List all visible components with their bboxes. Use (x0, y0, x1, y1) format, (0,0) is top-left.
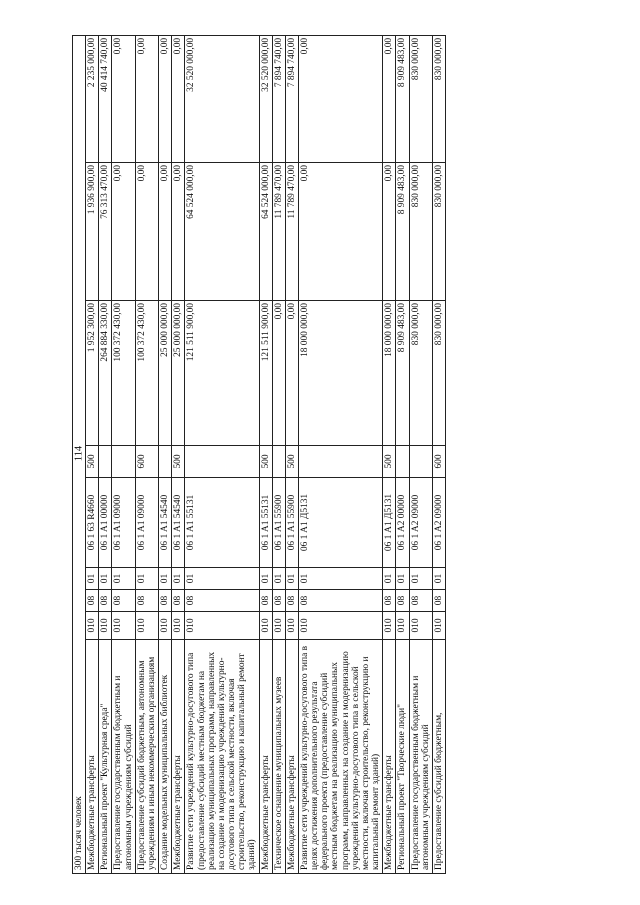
section-code: 08 (159, 590, 172, 612)
section-code: 08 (112, 590, 135, 612)
section-code: 08 (86, 590, 99, 612)
amount-year-3: 0,00 (135, 35, 158, 162)
target-article-code: 06 1 A1 09000 (135, 478, 158, 568)
subsection-code: 01 (396, 568, 409, 590)
amount-year-3: 0,00 (112, 35, 135, 162)
table-row (159, 35, 172, 873)
table-row (86, 35, 99, 873)
amount-year-2: 0,00 (159, 163, 172, 301)
budget-table (72, 35, 446, 874)
row-name: Межбюджетные трансферты (86, 640, 99, 874)
ministry-code: 010 (135, 612, 158, 640)
section-code: 08 (409, 590, 432, 612)
amount-year-3: 0,00 (383, 35, 396, 162)
expense-type-code: 500 (86, 446, 99, 478)
amount-year-1: 18 000 000,00 (383, 301, 396, 446)
target-article-code: 06 1 A1 55131 (185, 478, 259, 568)
amount-year-2: 11 789 470,00 (285, 163, 298, 301)
subsection-code: 01 (135, 568, 158, 590)
expense-type-code (159, 446, 172, 478)
row-name: Развитие сети учреждений культурно-досугового типа (предоставление субсидий местным бюджетам на реализацию муниципальных программ, направленных на создание и модернизацию учреждений культурно-досугового типа в сельской местности, включая строительство, реконструкцию и капитальный ремонт зданий) (185, 640, 259, 874)
continued-row-text: 300 тысяч человек (73, 35, 86, 873)
ministry-code: 010 (172, 612, 185, 640)
amount-year-3: 0,00 (172, 35, 185, 162)
amount-year-1: 121 511 900,00 (185, 301, 259, 446)
row-name: Межбюджетные трансферты (285, 640, 298, 874)
ministry-code: 010 (272, 612, 285, 640)
expense-type-code (409, 446, 432, 478)
section-code: 08 (285, 590, 298, 612)
row-name: Региональный проект "Творческие люди" (396, 640, 409, 874)
table-row (259, 35, 272, 873)
amount-year-2: 830 000,00 (432, 163, 445, 301)
section-code: 08 (298, 590, 382, 612)
expense-type-code (298, 446, 382, 478)
amount-year-3: 40 414 740,00 (99, 35, 112, 162)
table-row (172, 35, 185, 873)
expense-type-code: 600 (432, 446, 445, 478)
amount-year-2: 8 909 483,00 (396, 163, 409, 301)
target-article-code: 06 1 A1 Д5131 (298, 478, 382, 568)
subsection-code: 01 (259, 568, 272, 590)
subsection-code: 01 (432, 568, 445, 590)
table-row (432, 35, 445, 873)
subsection-code: 01 (86, 568, 99, 590)
subsection-code: 01 (285, 568, 298, 590)
amount-year-1: 264 884 330,00 (99, 301, 112, 446)
ministry-code: 010 (185, 612, 259, 640)
amount-year-1: 18 000 000,00 (298, 301, 382, 446)
expense-type-code: 500 (172, 446, 185, 478)
ministry-code: 010 (259, 612, 272, 640)
amount-year-3: 8 909 483,00 (396, 35, 409, 162)
target-article-code: 06 1 A1 Д5131 (383, 478, 396, 568)
section-code: 08 (99, 590, 112, 612)
page-number: 114 (73, 445, 85, 462)
target-article-code: 06 1 A1 54540 (159, 478, 172, 568)
table-row (185, 35, 259, 873)
subsection-code: 01 (172, 568, 185, 590)
subsection-code: 01 (298, 568, 382, 590)
amount-year-3: 2 235 000,00 (86, 35, 99, 162)
section-code: 08 (396, 590, 409, 612)
amount-year-3: 830 000,00 (409, 35, 432, 162)
table-row (383, 35, 396, 873)
row-name: Предоставление государственным бюджетным и автономным учреждениям субсидий (112, 640, 135, 874)
subsection-code: 01 (409, 568, 432, 590)
amount-year-1: 8 909 483,00 (396, 301, 409, 446)
expense-type-code (99, 446, 112, 478)
table-row (73, 35, 86, 873)
table-row (272, 35, 285, 873)
ministry-code: 010 (285, 612, 298, 640)
amount-year-2: 830 000,00 (409, 163, 432, 301)
amount-year-2: 0,00 (135, 163, 158, 301)
ministry-code: 010 (396, 612, 409, 640)
ministry-code: 010 (432, 612, 445, 640)
amount-year-1: 25 000 000,00 (159, 301, 172, 446)
amount-year-2: 0,00 (112, 163, 135, 301)
subsection-code: 01 (112, 568, 135, 590)
target-article-code: 06 1 63 R4660 (86, 478, 99, 568)
amount-year-3: 7 894 740,00 (285, 35, 298, 162)
ministry-code: 010 (86, 612, 99, 640)
section-code: 08 (135, 590, 158, 612)
expense-type-code: 600 (135, 446, 158, 478)
section-code: 08 (185, 590, 259, 612)
ministry-code: 010 (159, 612, 172, 640)
amount-year-3: 830 000,00 (432, 35, 445, 162)
amount-year-2: 0,00 (172, 163, 185, 301)
target-article-code: 06 1 A1 55900 (285, 478, 298, 568)
expense-type-code (272, 446, 285, 478)
expense-type-code: 500 (285, 446, 298, 478)
subsection-code: 01 (383, 568, 396, 590)
target-article-code: 06 1 A1 55900 (272, 478, 285, 568)
expense-type-code: 500 (259, 446, 272, 478)
ministry-code: 010 (298, 612, 382, 640)
target-article-code: 06 1 A1 55131 (259, 478, 272, 568)
amount-year-1: 100 372 430,00 (135, 301, 158, 446)
ministry-code: 010 (99, 612, 112, 640)
row-name: Развитие сети учреждений культурно-досугового типа в целях достижения дополнительного результата федерального проекта (предоставление субсидий местным бюджетам на реализацию муниципальных программ, направленных на создание и модернизацию учреждений культурно-досугового типа в сельской местности, включая строительство, реконструкцию и капитальный ремонт зданий) (298, 640, 382, 874)
target-article-code: 06 1 A1 54540 (172, 478, 185, 568)
amount-year-3: 7 894 740,00 (272, 35, 285, 162)
table-row (285, 35, 298, 873)
amount-year-2: 0,00 (298, 163, 382, 301)
row-name: Межбюджетные трансферты (172, 640, 185, 874)
row-name: Региональный проект "Культурная среда" (99, 640, 112, 874)
target-article-code: 06 1 A2 09000 (432, 478, 445, 568)
amount-year-3: 32 520 000,00 (259, 35, 272, 162)
section-code: 08 (259, 590, 272, 612)
amount-year-2: 64 524 000,00 (185, 163, 259, 301)
target-article-code: 06 1 A2 00000 (396, 478, 409, 568)
subsection-code: 01 (99, 568, 112, 590)
table-row (112, 35, 135, 873)
amount-year-1: 830 000,00 (409, 301, 432, 446)
rotated-page-content (72, 36, 592, 874)
amount-year-1: 100 372 430,00 (112, 301, 135, 446)
amount-year-2: 64 524 000,00 (259, 163, 272, 301)
table-row (298, 35, 382, 873)
amount-year-3: 0,00 (159, 35, 172, 162)
amount-year-2: 11 789 470,00 (272, 163, 285, 301)
row-name: Межбюджетные трансферты (383, 640, 396, 874)
target-article-code: 06 1 A2 09000 (409, 478, 432, 568)
ministry-code: 010 (383, 612, 396, 640)
amount-year-1: 0,00 (272, 301, 285, 446)
amount-year-2: 76 313 470,00 (99, 163, 112, 301)
expense-type-code (396, 446, 409, 478)
amount-year-1: 121 511 900,00 (259, 301, 272, 446)
ministry-code: 010 (112, 612, 135, 640)
row-name: Предоставление государственным бюджетным и автономным учреждениям субсидий (409, 640, 432, 874)
expense-type-code (185, 446, 259, 478)
subsection-code: 01 (159, 568, 172, 590)
row-name: Создание модельных муниципальных библиотек (159, 640, 172, 874)
row-name: Техническое оснащение муниципальных музеев (272, 640, 285, 874)
ministry-code: 010 (409, 612, 432, 640)
table-row (99, 35, 112, 873)
row-name: Предоставление субсидий бюджетным, (432, 640, 445, 874)
amount-year-2: 1 936 900,00 (86, 163, 99, 301)
section-code: 08 (383, 590, 396, 612)
section-code: 08 (432, 590, 445, 612)
table-row (135, 35, 158, 873)
amount-year-1: 1 952 300,00 (86, 301, 99, 446)
table-row (396, 35, 409, 873)
target-article-code: 06 1 A1 09000 (112, 478, 135, 568)
row-name: Предоставление субсидий бюджетным, автономным учреждениям и иным некоммерческим организациям (135, 640, 158, 874)
amount-year-1: 25 000 000,00 (172, 301, 185, 446)
subsection-code: 01 (185, 568, 259, 590)
subsection-code: 01 (272, 568, 285, 590)
section-code: 08 (272, 590, 285, 612)
amount-year-1: 0,00 (285, 301, 298, 446)
amount-year-2: 0,00 (383, 163, 396, 301)
amount-year-3: 32 520 000,00 (185, 35, 259, 162)
table-body (73, 35, 446, 873)
table-row (409, 35, 432, 873)
expense-type-code (112, 446, 135, 478)
row-name: Межбюджетные трансферты (259, 640, 272, 874)
expense-type-code: 500 (383, 446, 396, 478)
section-code: 08 (172, 590, 185, 612)
target-article-code: 06 1 A1 00000 (99, 478, 112, 568)
amount-year-1: 830 000,00 (432, 301, 445, 446)
amount-year-3: 0,00 (298, 35, 382, 162)
